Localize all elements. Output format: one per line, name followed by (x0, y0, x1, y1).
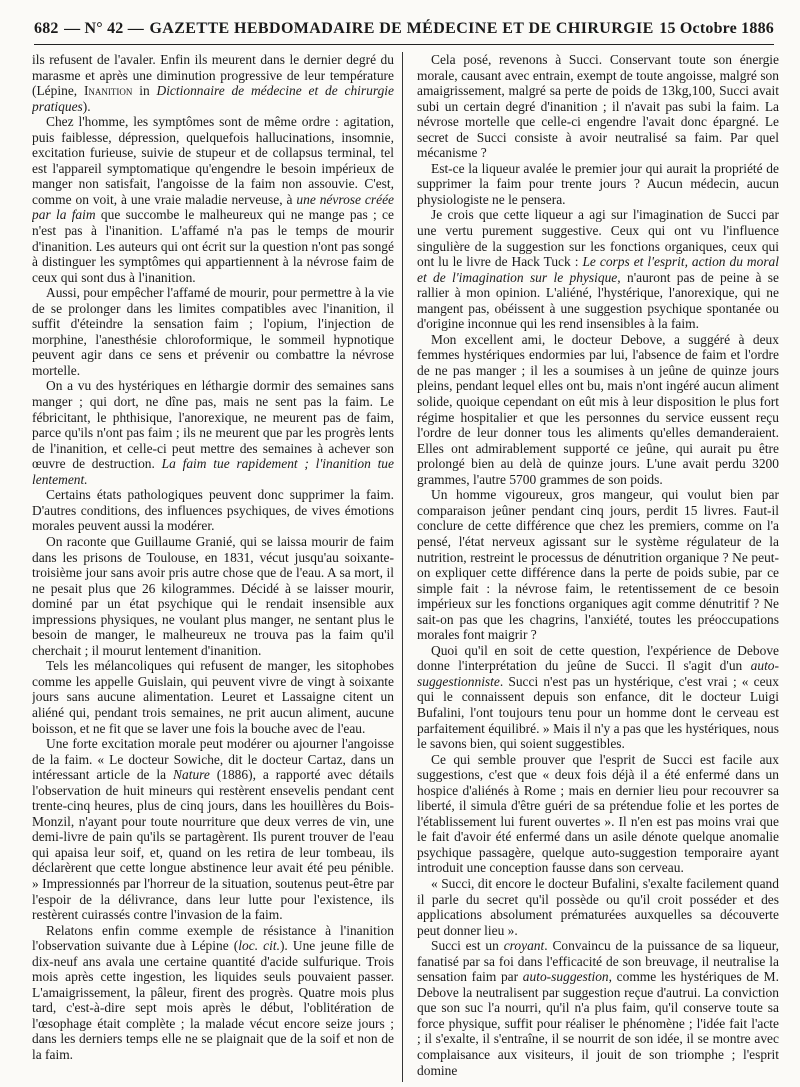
paragraph: Un homme vigoureux, gros mangeur, qui voulut bien par comparaison jeûner pendant cinq jours, perdit 15 livres. Faut-il conclure de cette différence que chez les premiers, comme on l'a pensé, l'état nerveux agissant sur le système régulateur de la nutrition, restreint le processus de dénutrition organique ? Ne peut-on expliquer cette différence dans la perte de poids subie, par ce simple fait : la névrose faim, le retentissement de ce besoin impérieux sur les fonctions organiques agit comme dénutritif ? Ne sait-on pas que les chagrins, l'anxiété, toutes les préoccupations morales font maigrir ? (417, 487, 779, 643)
paragraph: Relatons enfin comme exemple de résistance à l'inanition l'observation suivante due à Lépine (loc. cit.). Une jeune fille de dix-neuf ans avala une certaine quantité d'acide sulfurique. Trois mois après cette ingestion, les liquides seuls pouvaient passer. L'amaigrissement, la pâleur, firent des progrès. Quatre mois plus tard, c'est-à-dire sept mois après le début, l'oblitération de l'œsophage était complète ; la malade vécut encore seize jours ; dans les derniers temps elle ne se plaignait que de la soif et non de la faim. (32, 922, 394, 1062)
paragraph: Aussi, pour empêcher l'affamé de mourir, pour permettre à la vie de se prolonger dans les limites compatibles avec l'inanition, il suffit d'éteindre la sensation faim ; l'opium, l'injection de morphine, l'anesthésie chloroformique, le sommeil hypnotique peuvent agir dans ce sens et prévenir ou combattre la névrose mortelle. (32, 285, 394, 378)
issue-date: 15 Octobre 1886 (659, 20, 774, 37)
paragraph: On raconte que Guillaume Granié, qui se laissa mourir de faim dans les prisons de Toulouse, en 1831, vécut jusqu'au soixante-troisième jour sans avoir pris autre chose que de l'eau. A sa mort, il ne pesait plus que 26 kilogrammes. Décidé à se laisser mourir, dominé par un état psychique qui le rendait insensible aux impressions physiques, ne voulant plus manger, ne sentant plus le besoin de manger, le malheureux ne trouva pas la faim qu'il cherchait ; il mourut lentement d'inanition. (32, 533, 394, 658)
column-divider (402, 52, 403, 1082)
paragraph: Je crois que cette liqueur a agi sur l'imagination de Succi par une vertu purement suggestive. Ceux qui ont vu l'influence singulière de la suggestion sur les fonctions organiques, ceux qui ont lu le livre de Hack Tuck : Le corps et l'esprit, action du moral et de l'imagination sur le physique, n'auront pas de peine à se rallier à mon opinion. L'aliéné, l'hystérique, l'anorexique, qui ne mangent pas, obéissent à une suggestion psychique spontanée ou d'origine inconnue qui les rend insensibles à la faim. (417, 207, 779, 332)
paragraph: Succi est un croyant. Convaincu de la puissance de sa liqueur, fanatisé par sa foi dans l'efficacité de son breuvage, il neutralise la sensation faim par auto-suggestion, comme les hystériques de M. Debove la neutralisent par suggestion reçue d'autrui. La conviction que son suc l'a nourri, qu'il n'a plus faim, qu'il conserve toute sa force physique, suffit pour réaliser le phénomène ; l'idée fait l'acte ; il s'exalte, il s'entraîne, il se nourrit de son idée, il se montre avec complaisance aux visiteurs, il jouit de son triomphe ; l'esprit domine (417, 938, 779, 1078)
paragraph: Cela posé, revenons à Succi. Conservant toute son énergie morale, causant avec entrain, exempt de toute angoisse, malgré son amaigrissement, malgré sa perte de poids de 13kg,100, Succi avait subi un certain degré d'inanition ; il n'avait pas subi la faim. La névrose mortelle que celle-ci engendre l'avait donc épargné. Le secret de Succi consiste à avoir neutralisé sa faim. Par quel mécanisme ? (417, 52, 779, 161)
left-column (32, 52, 394, 1082)
paragraph: Ce qui semble prouver que l'esprit de Succi est facile aux suggestions, c'est que « deux fois déjà il a été enfermé dans un hospice d'aliénés à Rome ; mais en dernier lieu pour recouvrer sa liberté, il simula d'être guéri de sa prétendue folie et les portes de l'établissement lui furent ouvertes ». Il n'en est pas moins vrai que le fait d'avoir été enfermé dans un asile dénote quelque anomalie psychique passagère, quelque auto-suggestion temporaire ayant introduit une conception fausse dans son cerveau. (417, 751, 779, 876)
paragraph: On a vu des hystériques en léthargie dormir des semaines sans manger ; qui dort, ne dîne pas, mais ne sent pas la faim. Le fébricitant, le phthisique, l'anorexique, ne meurent pas de faim, parce qu'ils n'ont pas faim ; ils ne meurent que par les progrès lents de l'inanition, et celle-ci peut mettre des semaines à achever son œuvre de destruction. La faim tue rapidement ; l'inanition tue lentement. (32, 378, 394, 487)
paragraph: Tels les mélancoliques qui refusent de manger, les sitophobes comme les appelle Guislain, qui peuvent vivre de vingt à soixante jours sans aucune alimentation. Leuret et Lassaigne citent un aliéné qui, pendant trois semaines, ne prit aucun aliment, aucune boisson, et ne fit que se laver une fois la bouche avec de l'eau. (32, 658, 394, 736)
paragraph: Mon excellent ami, le docteur Debove, a suggéré à deux femmes hystériques endormies par lui, l'absence de faim et l'ordre de ne pas manger ; il les a soumises à un jeûne de quinze jours pleins, pendant lequel elles ont bu, mais n'ont ingéré aucun aliment solide, quoique cependant on eût mis à leur disposition le plus fort régime hospitalier et que les personnes du service eussent reçu l'ordre de leur donner tous les aliments qu'elles demanderaient. Elles ont admirablement supporté ce jeûne, qui aurait pu être prolongé bien au delà de quinze jours. L'une avait perdu 3200 grammes, l'autre 5700 grammes de son poids. (417, 331, 779, 487)
right-column (417, 52, 779, 1082)
paragraph: Quoi qu'il en soit de cette question, l'expérience de Debove donne l'interprétation du jeûne de Succi. Il s'agit d'un auto-suggestionniste. Succi n'est pas un hystérique, c'est vrai ; « ceux qui le connaissent depuis son enfance, dit le docteur Luigi Bufalini, l'ont toujours tenu pour un homme dont le cerveau est parfaitement équilibré. » Mais il n'y a pas que les hystériques, nous le savons bien, qui soient suggestibles. (417, 642, 779, 752)
paragraph: Une forte excitation morale peut modérer ou ajourner l'angoisse de la faim. « Le docteur Sowiche, dit le docteur Cartaz, dans un intéressant article de la Nature (1886), a rapporté avec détails l'observation de huit mineurs qui restèrent ensevelis pendant cent trente-cinq heures, plus de cinq jours, dans les houillères du Bois-Monzil, n'ayant pour toute nourriture que deux verres de vin, une demi-livre de pain qu'ils se partagèrent. Ils purent trouver de l'eau qui apaisa leur soif, et, quand on les retira de leur tombeau, ils déclarèrent que cette longue abstinence leur avait été peu pénible. » Impressionnés par l'horreur de la situation, soutenus peut-être par l'espoir de la délivrance, dans leur lutte pour l'existence, ils restèrent cuirassés contre l'invasion de la faim. (32, 736, 394, 923)
page-number: 682 (34, 20, 59, 37)
page-header (34, 14, 774, 45)
paragraph: ils refusent de l'avaler. Enfin ils meurent dans le dernier degré du marasme et après une diminution progressive de leur température (Lépine, Inanition in Dictionnaire de médecine et de chirurgie pratiques). (32, 52, 394, 114)
paragraph: Certains états pathologiques peuvent donc supprimer la faim. D'autres conditions, des influences psychiques, de vives émotions morales peuvent aussi la modérer. (32, 487, 394, 534)
paragraph: Est-ce la liqueur avalée le premier jour qui aurait la propriété de supprimer la faim pour trente jours ? Aucun médecin, aucun physiologiste ne le pensera. (417, 160, 779, 207)
paragraph: Chez l'homme, les symptômes sont de même ordre : agitation, puis faiblesse, dépression, quelquefois hallucinations, insomnie, excitation furieuse, suivie de stupeur et de collapsus terminal, tel est l'appareil symptomatique qu'engendre le besoin impérieux de manger non satisfait, l'angoisse de la faim non assouvie. C'est, comme on voit, à une vraie maladie nerveuse, à une névrose créée par la faim que succombe le malheureux qui ne mange pas ; ce n'est pas à l'inanition. L'affamé n'a pas le temps de mourir d'inanition. Les auteurs qui ont écrit sur la question n'ont pas songé à distinguer les symptômes qui appartiennent à la névrose faim de ceux qui sont dus à l'inanition. (32, 114, 394, 285)
issue-number: — N° 42 — (64, 20, 144, 37)
journal-title: GAZETTE HEBDOMADAIRE DE MÉDECINE ET DE CHIRURGIE (149, 20, 654, 37)
paragraph: « Succi, dit encore le docteur Bufalini, s'exalte facilement quand il parle du secret qu'il possède ou qu'il croit posséder et des applications absolument prématurées auxquelles sa découverte peut donner lieu ». (417, 875, 779, 938)
